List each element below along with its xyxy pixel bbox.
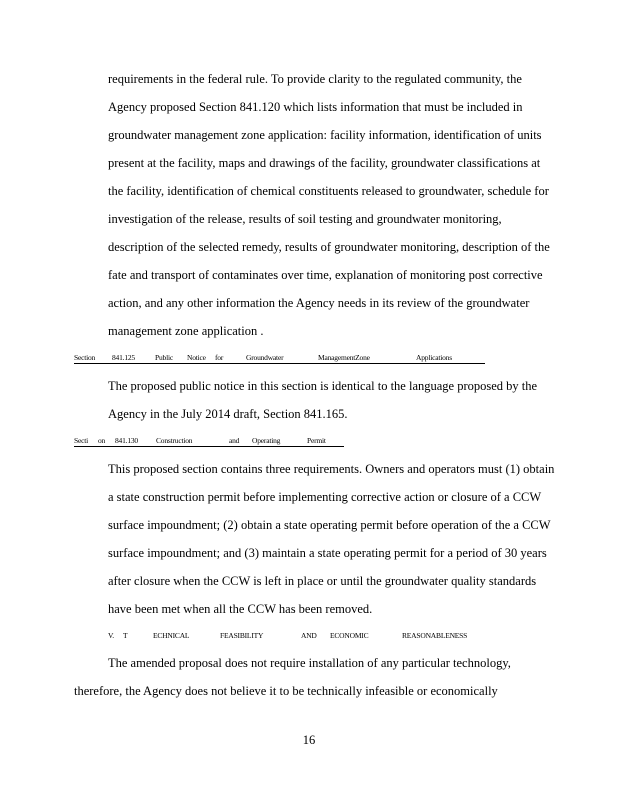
text-line: the facility, identification of chemical constituents released to groundwater, schedule for bbox=[108, 184, 549, 198]
heading-word: Construction bbox=[156, 436, 193, 445]
text-line: The proposed public notice in this section is identical to the language proposed by the bbox=[108, 379, 538, 393]
text-line: groundwater management zone application: facility information, identification of units bbox=[108, 128, 542, 142]
heading-word: AND bbox=[301, 631, 317, 640]
heading-word: FEASIBILITY bbox=[220, 631, 264, 640]
page-number: 16 bbox=[302, 733, 316, 747]
text-line: have been met when all the CCW has been removed. bbox=[108, 602, 373, 616]
text-line: surface impoundment; (2) obtain a state operating permit before operation of the a CCW bbox=[108, 518, 551, 532]
heading-word: Section bbox=[74, 353, 96, 362]
heading-word: 841.125 bbox=[112, 353, 135, 362]
text-line: a state construction permit before implementing corrective action or closure of a CCW bbox=[108, 490, 542, 504]
text-line: therefore, the Agency does not believe it to be technically infeasible or economically bbox=[74, 684, 498, 698]
text-line: This proposed section contains three requirements. Owners and operators must (1) obtain bbox=[108, 462, 555, 476]
heading-word: T bbox=[123, 631, 128, 640]
heading-word: ManagementZone bbox=[318, 353, 370, 362]
heading-word: 841.130 bbox=[115, 436, 138, 445]
heading-word: Secti bbox=[74, 436, 88, 445]
heading-word: for bbox=[215, 353, 224, 362]
section-heading-technical-feasibility bbox=[108, 631, 468, 641]
heading-word: Public bbox=[155, 353, 173, 362]
heading-word: Applications bbox=[416, 353, 452, 362]
text-line: fate and transport of contaminates over time, explanation of monitoring post corrective bbox=[108, 268, 543, 282]
section-heading-841-130 bbox=[74, 436, 344, 447]
heading-word: ECONOMIC bbox=[330, 631, 369, 640]
text-line: description of the selected remedy, results of groundwater monitoring, description of the bbox=[108, 240, 550, 254]
text-line: investigation of the release, results of soil testing and groundwater monitoring, bbox=[108, 212, 502, 226]
heading-word: ECHNICAL bbox=[153, 631, 190, 640]
text-line: The amended proposal does not require installation of any particular technology, bbox=[108, 656, 511, 670]
heading-word: Groundwater bbox=[246, 353, 284, 362]
text-line: surface impoundment; and (3) maintain a state operating permit for a period of 30 years bbox=[108, 546, 547, 560]
heading-word: and bbox=[229, 436, 240, 445]
text-line: after closure when the CCW is left in place or until the groundwater quality standards bbox=[108, 574, 537, 588]
heading-word: V. bbox=[108, 631, 114, 640]
heading-word: Operating bbox=[252, 436, 281, 445]
heading-word: Notice bbox=[187, 353, 206, 362]
heading-word: Permit bbox=[307, 436, 326, 445]
section-heading-841-125 bbox=[74, 353, 485, 364]
text-line: requirements in the federal rule. To provide clarity to the regulated community, the bbox=[108, 72, 522, 86]
heading-word: REASONABLENESS bbox=[402, 631, 468, 640]
heading-word: on bbox=[98, 436, 106, 445]
text-line: present at the facility, maps and drawings of the facility, groundwater classifications at bbox=[108, 156, 541, 170]
text-line: Agency proposed Section 841.120 which lists information that must be included in bbox=[108, 100, 523, 114]
text-line: action, and any other information the Agency needs in its review of the groundwater bbox=[108, 296, 530, 310]
text-line: management zone application . bbox=[108, 324, 264, 338]
text-line: Agency in the July 2014 draft, Section 841.165. bbox=[108, 407, 348, 421]
